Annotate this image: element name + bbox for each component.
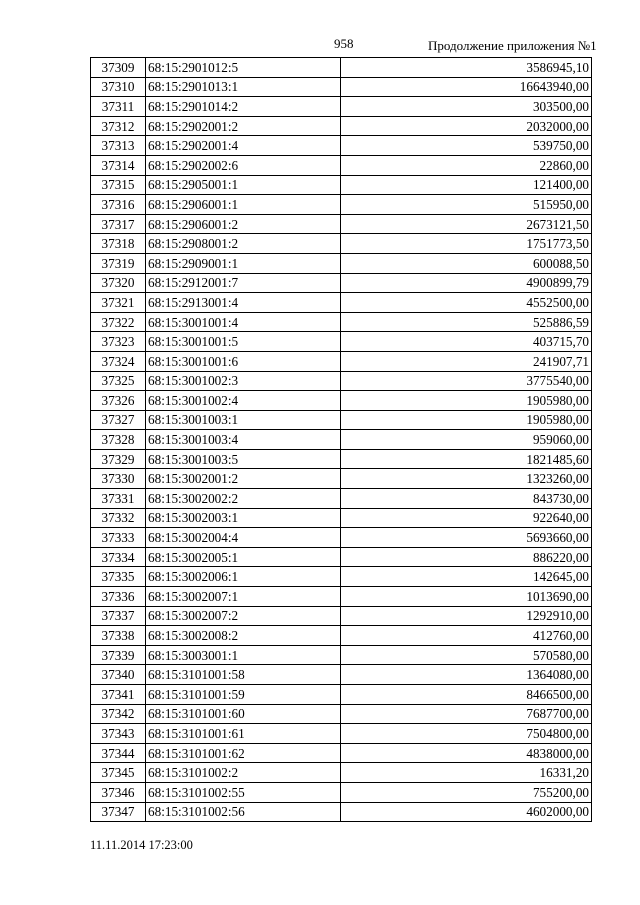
- cadastral-number-cell: 68:15:2906001:1: [146, 195, 341, 215]
- table-row: [91, 802, 592, 822]
- value-cell: 1821485,60: [341, 449, 592, 469]
- row-number-cell: 37332: [91, 508, 146, 528]
- cadastral-number-cell: 68:15:3002001:2: [146, 469, 341, 489]
- table-row: [91, 763, 592, 783]
- table-row: [91, 743, 592, 763]
- table-row: [91, 332, 592, 352]
- row-number-cell: 37325: [91, 371, 146, 391]
- cadastral-number-cell: 68:15:2902002:6: [146, 155, 341, 175]
- table-row: [91, 253, 592, 273]
- row-number-cell: 37329: [91, 449, 146, 469]
- table-row: [91, 195, 592, 215]
- cadastral-number-cell: 68:15:2909001:1: [146, 253, 341, 273]
- row-number-cell: 37311: [91, 97, 146, 117]
- table-row: [91, 430, 592, 450]
- cadastral-number-cell: 68:15:3101001:62: [146, 743, 341, 763]
- value-cell: 959060,00: [341, 430, 592, 450]
- row-number-cell: 37338: [91, 626, 146, 646]
- table-row: [91, 391, 592, 411]
- row-number-cell: 37321: [91, 293, 146, 313]
- cadastral-number-cell: 68:15:2912001:7: [146, 273, 341, 293]
- registry-table: [90, 57, 592, 822]
- row-number-cell: 37314: [91, 155, 146, 175]
- row-number-cell: 37323: [91, 332, 146, 352]
- row-number-cell: 37309: [91, 58, 146, 78]
- row-number-cell: 37320: [91, 273, 146, 293]
- table-row: [91, 724, 592, 744]
- value-cell: 843730,00: [341, 489, 592, 509]
- cadastral-number-cell: 68:15:2901014:2: [146, 97, 341, 117]
- row-number-cell: 37342: [91, 704, 146, 724]
- value-cell: 142645,00: [341, 567, 592, 587]
- cadastral-number-cell: 68:15:3002007:2: [146, 606, 341, 626]
- value-cell: 1292910,00: [341, 606, 592, 626]
- cadastral-number-cell: 68:15:2913001:4: [146, 293, 341, 313]
- table-row: [91, 58, 592, 78]
- row-number-cell: 37315: [91, 175, 146, 195]
- value-cell: 7504800,00: [341, 724, 592, 744]
- row-number-cell: 37339: [91, 645, 146, 665]
- cadastral-number-cell: 68:15:3002003:1: [146, 508, 341, 528]
- table-row: [91, 371, 592, 391]
- value-cell: 525886,59: [341, 312, 592, 332]
- row-number-cell: 37312: [91, 116, 146, 136]
- cadastral-number-cell: 68:15:3003001:1: [146, 645, 341, 665]
- table-row: [91, 97, 592, 117]
- row-number-cell: 37336: [91, 587, 146, 607]
- continuation-caption: Продолжение приложения №1: [428, 38, 597, 53]
- value-cell: 3775540,00: [341, 371, 592, 391]
- table-row: [91, 587, 592, 607]
- row-number-cell: 37331: [91, 489, 146, 509]
- row-number-cell: 37346: [91, 782, 146, 802]
- table-row: [91, 547, 592, 567]
- table-row: [91, 155, 592, 175]
- table-row: [91, 449, 592, 469]
- value-cell: 1013690,00: [341, 587, 592, 607]
- value-cell: 22860,00: [341, 155, 592, 175]
- table-row: [91, 665, 592, 685]
- table-row: [91, 567, 592, 587]
- row-number-cell: 37322: [91, 312, 146, 332]
- row-number-cell: 37335: [91, 567, 146, 587]
- row-number-cell: 37345: [91, 763, 146, 783]
- row-number-cell: 37333: [91, 528, 146, 548]
- cadastral-number-cell: 68:15:3101001:58: [146, 665, 341, 685]
- cadastral-number-cell: 68:15:3001003:1: [146, 410, 341, 430]
- value-cell: 4552500,00: [341, 293, 592, 313]
- value-cell: 1323260,00: [341, 469, 592, 489]
- value-cell: 922640,00: [341, 508, 592, 528]
- value-cell: 886220,00: [341, 547, 592, 567]
- cadastral-number-cell: 68:15:2905001:1: [146, 175, 341, 195]
- cadastral-number-cell: 68:15:3002007:1: [146, 587, 341, 607]
- value-cell: 412760,00: [341, 626, 592, 646]
- value-cell: 515950,00: [341, 195, 592, 215]
- table-row: [91, 175, 592, 195]
- value-cell: 7687700,00: [341, 704, 592, 724]
- page-number: 958: [334, 36, 354, 51]
- cadastral-number-cell: 68:15:3002006:1: [146, 567, 341, 587]
- registry-table-body: [91, 58, 592, 822]
- cadastral-number-cell: 68:15:3001001:4: [146, 312, 341, 332]
- table-row: [91, 351, 592, 371]
- row-number-cell: 37316: [91, 195, 146, 215]
- cadastral-number-cell: 68:15:3001001:5: [146, 332, 341, 352]
- cadastral-number-cell: 68:15:3001001:6: [146, 351, 341, 371]
- value-cell: 303500,00: [341, 97, 592, 117]
- table-row: [91, 214, 592, 234]
- value-cell: 4900899,79: [341, 273, 592, 293]
- row-number-cell: 37334: [91, 547, 146, 567]
- cadastral-number-cell: 68:15:3101002:56: [146, 802, 341, 822]
- row-number-cell: 37344: [91, 743, 146, 763]
- row-number-cell: 37343: [91, 724, 146, 744]
- value-cell: 570580,00: [341, 645, 592, 665]
- cadastral-number-cell: 68:15:3101001:60: [146, 704, 341, 724]
- value-cell: 539750,00: [341, 136, 592, 156]
- row-number-cell: 37337: [91, 606, 146, 626]
- value-cell: 755200,00: [341, 782, 592, 802]
- value-cell: 600088,50: [341, 253, 592, 273]
- value-cell: 16331,20: [341, 763, 592, 783]
- row-number-cell: 37310: [91, 77, 146, 97]
- row-number-cell: 37341: [91, 685, 146, 705]
- cadastral-number-cell: 68:15:3002002:2: [146, 489, 341, 509]
- row-number-cell: 37313: [91, 136, 146, 156]
- value-cell: 5693660,00: [341, 528, 592, 548]
- table-row: [91, 234, 592, 254]
- row-number-cell: 37347: [91, 802, 146, 822]
- cadastral-number-cell: 68:15:3002004:4: [146, 528, 341, 548]
- cadastral-number-cell: 68:15:2902001:2: [146, 116, 341, 136]
- cadastral-number-cell: 68:15:3001002:4: [146, 391, 341, 411]
- cadastral-number-cell: 68:15:3001002:3: [146, 371, 341, 391]
- cadastral-number-cell: 68:15:3001003:4: [146, 430, 341, 450]
- table-row: [91, 626, 592, 646]
- value-cell: 16643940,00: [341, 77, 592, 97]
- cadastral-number-cell: 68:15:3101002:2: [146, 763, 341, 783]
- value-cell: 2032000,00: [341, 116, 592, 136]
- value-cell: 4602000,00: [341, 802, 592, 822]
- value-cell: 1364080,00: [341, 665, 592, 685]
- table-row: [91, 77, 592, 97]
- row-number-cell: 37324: [91, 351, 146, 371]
- row-number-cell: 37340: [91, 665, 146, 685]
- table-row: [91, 528, 592, 548]
- table-row: [91, 489, 592, 509]
- table-row: [91, 782, 592, 802]
- table-row: [91, 136, 592, 156]
- value-cell: 121400,00: [341, 175, 592, 195]
- footer-timestamp: 11.11.2014 17:23:00: [90, 838, 193, 852]
- row-number-cell: 37326: [91, 391, 146, 411]
- row-number-cell: 37317: [91, 214, 146, 234]
- value-cell: 1751773,50: [341, 234, 592, 254]
- table-row: [91, 293, 592, 313]
- cadastral-number-cell: 68:15:3101002:55: [146, 782, 341, 802]
- value-cell: 403715,70: [341, 332, 592, 352]
- cadastral-number-cell: 68:15:3002005:1: [146, 547, 341, 567]
- value-cell: 8466500,00: [341, 685, 592, 705]
- cadastral-number-cell: 68:15:3101001:61: [146, 724, 341, 744]
- table-row: [91, 704, 592, 724]
- cadastral-number-cell: 68:15:2906001:2: [146, 214, 341, 234]
- cadastral-number-cell: 68:15:2901012:5: [146, 58, 341, 78]
- cadastral-number-cell: 68:15:3001003:5: [146, 449, 341, 469]
- cadastral-number-cell: 68:15:3002008:2: [146, 626, 341, 646]
- table-row: [91, 273, 592, 293]
- table-row: [91, 410, 592, 430]
- value-cell: 1905980,00: [341, 391, 592, 411]
- value-cell: 241907,71: [341, 351, 592, 371]
- cadastral-number-cell: 68:15:2902001:4: [146, 136, 341, 156]
- table-row: [91, 469, 592, 489]
- value-cell: 3586945,10: [341, 58, 592, 78]
- table-row: [91, 312, 592, 332]
- value-cell: 2673121,50: [341, 214, 592, 234]
- table-row: [91, 116, 592, 136]
- cadastral-number-cell: 68:15:2901013:1: [146, 77, 341, 97]
- table-row: [91, 685, 592, 705]
- cadastral-number-cell: 68:15:2908001:2: [146, 234, 341, 254]
- cadastral-number-cell: 68:15:3101001:59: [146, 685, 341, 705]
- table-row: [91, 606, 592, 626]
- row-number-cell: 37328: [91, 430, 146, 450]
- row-number-cell: 37319: [91, 253, 146, 273]
- value-cell: 4838000,00: [341, 743, 592, 763]
- row-number-cell: 37330: [91, 469, 146, 489]
- row-number-cell: 37318: [91, 234, 146, 254]
- table-row: [91, 645, 592, 665]
- row-number-cell: 37327: [91, 410, 146, 430]
- value-cell: 1905980,00: [341, 410, 592, 430]
- table-row: [91, 508, 592, 528]
